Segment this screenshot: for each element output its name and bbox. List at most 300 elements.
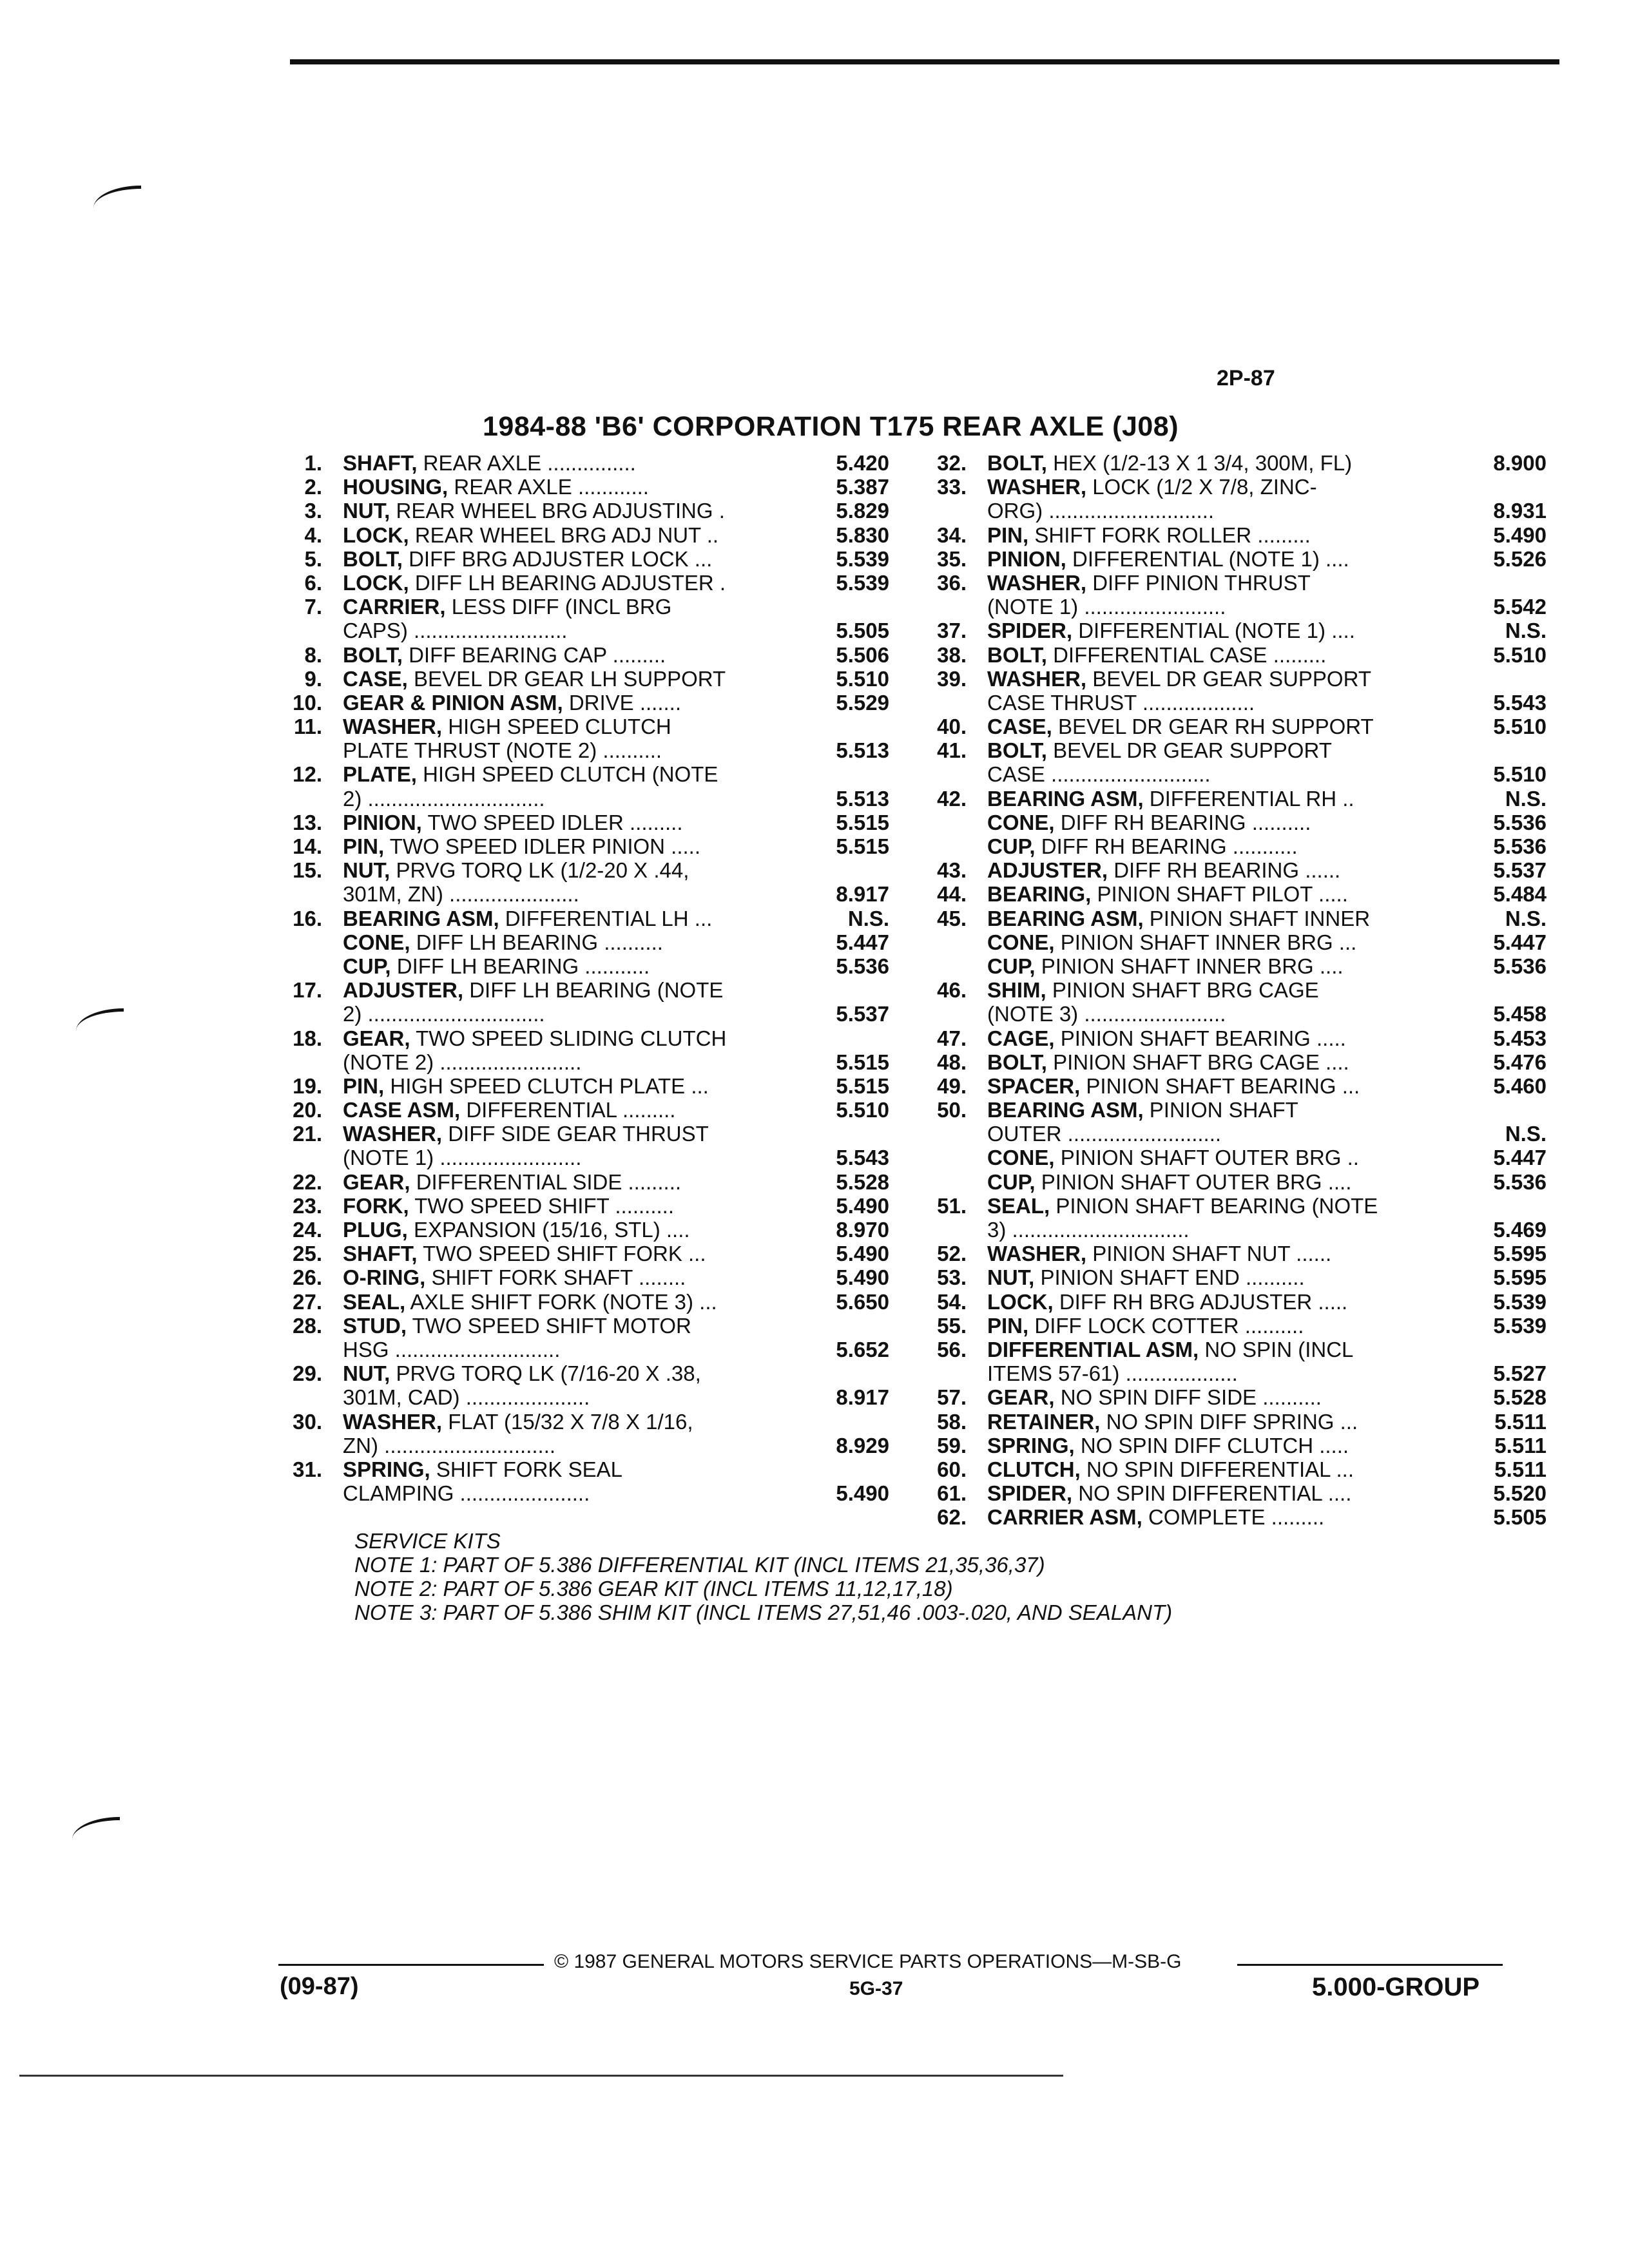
- item-number: 33.: [937, 475, 967, 499]
- parts-list-row: [271, 1410, 889, 1434]
- parts-list-left: [271, 451, 889, 1505]
- item-description: [987, 1026, 1416, 1050]
- item-description: [343, 978, 797, 1002]
- item-name: WASHER,: [343, 1409, 443, 1434]
- group-number: 5.595: [1493, 1242, 1547, 1266]
- item-name: CAGE,: [987, 1026, 1055, 1050]
- item-description: [987, 1410, 1416, 1434]
- item-detail: DIFFERENTIAL CASE .........: [1053, 642, 1327, 667]
- item-name: BOLT,: [987, 1050, 1047, 1074]
- item-description: [987, 1146, 1416, 1169]
- item-number: 13.: [293, 810, 322, 834]
- group-number: 5.510: [1493, 715, 1547, 739]
- item-detail: SHIFT FORK SEAL: [436, 1457, 622, 1481]
- group-number: 5.520: [1493, 1481, 1547, 1506]
- item-name: BEARING ASM,: [987, 1098, 1144, 1122]
- item-detail: DIFF LH BEARING (NOTE: [469, 978, 724, 1003]
- parts-list-row: [271, 1002, 889, 1026]
- parts-list-row: [915, 667, 1547, 691]
- item-description: [343, 907, 797, 930]
- item-number: 41.: [937, 738, 967, 763]
- item-number: 40.: [937, 715, 967, 739]
- parts-list-row: [271, 738, 889, 762]
- item-detail: TWO SPEED IDLER PINION .....: [389, 834, 701, 858]
- parts-list-row: [271, 1242, 889, 1265]
- item-detail: 301M, CAD) .....................: [343, 1385, 590, 1410]
- group-number: 8.917: [836, 1385, 889, 1410]
- item-name: O-RING,: [343, 1265, 426, 1290]
- parts-list-row: [915, 1410, 1547, 1434]
- item-detail: CLAMPING ......................: [343, 1481, 590, 1506]
- item-description: [987, 1074, 1416, 1098]
- item-description: [343, 1385, 797, 1409]
- item-number: 24.: [293, 1218, 322, 1242]
- group-number: 5.511: [1494, 1457, 1547, 1481]
- item-detail: DIFF LOCK COTTER ..........: [1034, 1313, 1304, 1338]
- item-name: NUT,: [343, 858, 390, 883]
- item-description: [343, 571, 797, 595]
- parts-list-row: [271, 1146, 889, 1169]
- parts-list-row: [915, 882, 1547, 906]
- item-detail: NO SPIN (INCL: [1204, 1337, 1354, 1361]
- parts-list-row: [915, 475, 1547, 499]
- item-name: SEAL,: [343, 1289, 406, 1314]
- item-number: 1.: [304, 451, 322, 475]
- item-description: [987, 1002, 1416, 1026]
- item-name: HOUSING,: [343, 475, 448, 499]
- parts-list-row: [915, 1242, 1547, 1265]
- group-number: 5.447: [1493, 1146, 1547, 1170]
- item-description: [343, 1146, 797, 1169]
- item-description: [343, 619, 797, 642]
- item-description: [987, 1290, 1416, 1314]
- parts-list-row: [271, 475, 889, 499]
- group-number: 5.527: [1493, 1361, 1547, 1386]
- item-detail: DIFF PINION THRUST: [1092, 570, 1311, 595]
- item-number: 38.: [937, 642, 967, 667]
- group-number: 5.528: [836, 1169, 889, 1194]
- item-number: 52.: [937, 1242, 967, 1266]
- item-number: 22.: [293, 1169, 322, 1194]
- item-detail: DIFF RH BEARING ..........: [1060, 810, 1311, 834]
- item-description: [987, 907, 1416, 930]
- group-number: 5.536: [1493, 954, 1547, 978]
- group-number: N.S.: [1505, 619, 1547, 643]
- item-description: [987, 954, 1416, 978]
- parts-list-row: [271, 787, 889, 811]
- group-number: N.S.: [1505, 786, 1547, 811]
- item-number: 5.: [304, 546, 322, 571]
- item-number: 42.: [937, 786, 967, 811]
- item-detail: 2) ..............................: [343, 1002, 545, 1026]
- item-name: BOLT,: [987, 642, 1047, 667]
- note-1: NOTE 1: PART OF 5.386 DIFFERENTIAL KIT (INCL ITEMS 21,35,36,37): [354, 1553, 1045, 1577]
- item-name: PIN,: [987, 1313, 1029, 1338]
- item-description: [987, 858, 1416, 882]
- item-name: ADJUSTER,: [343, 978, 464, 1003]
- group-number: 5.595: [1493, 1265, 1547, 1290]
- group-number: 5.387: [836, 475, 889, 499]
- item-name: WASHER,: [987, 1242, 1087, 1266]
- item-description: [343, 1122, 797, 1146]
- item-name: GEAR & PINION ASM,: [343, 690, 563, 715]
- item-detail: DIFFERENTIAL SIDE .........: [416, 1169, 682, 1194]
- item-description: [343, 715, 797, 738]
- footer-copyright: © 1987 GENERAL MOTORS SERVICE PARTS OPERATIONS—M-SB-G: [554, 1951, 1182, 1972]
- item-name: CONE,: [987, 810, 1055, 834]
- item-name: SPIDER,: [987, 619, 1073, 643]
- item-number: 43.: [937, 858, 967, 883]
- item-number: 25.: [293, 1242, 322, 1266]
- item-number: 46.: [937, 978, 967, 1003]
- item-description: [343, 1314, 797, 1338]
- parts-list-row: [271, 882, 889, 906]
- item-number: 36.: [937, 570, 967, 595]
- group-number: 5.513: [836, 786, 889, 811]
- group-number: 5.510: [836, 666, 889, 691]
- item-name: PINION,: [343, 810, 422, 834]
- parts-list-row: [271, 691, 889, 715]
- item-name: SHIM,: [987, 978, 1046, 1003]
- item-description: [987, 1434, 1416, 1457]
- parts-list-row: [271, 1481, 889, 1505]
- item-description: [343, 1026, 797, 1050]
- group-number: 5.537: [1493, 858, 1547, 883]
- item-description: [343, 475, 797, 499]
- item-name: WASHER,: [343, 1122, 443, 1146]
- item-name: PIN,: [343, 1073, 385, 1098]
- item-number: 11.: [293, 715, 322, 739]
- parts-list-row: [915, 1194, 1547, 1218]
- item-number: 53.: [937, 1265, 967, 1290]
- parts-list-row: [271, 1361, 889, 1385]
- item-name: FORK,: [343, 1193, 409, 1218]
- item-number: 7.: [304, 595, 322, 619]
- item-name: SHAFT,: [343, 1242, 418, 1266]
- item-description: [343, 954, 797, 978]
- item-name: LOCK,: [987, 1289, 1054, 1314]
- item-detail: TWO SPEED SHIFT FORK ...: [423, 1242, 706, 1266]
- parts-list-row: [271, 978, 889, 1002]
- parts-list-row: [915, 907, 1547, 930]
- item-description: [343, 547, 797, 571]
- item-description: [987, 1314, 1416, 1338]
- item-detail: PINION SHAFT INNER BRG ...: [1060, 930, 1357, 954]
- item-detail: PINION SHAFT INNER BRG ....: [1041, 954, 1344, 978]
- group-number: 5.447: [1493, 930, 1547, 954]
- item-description: [987, 1170, 1416, 1194]
- item-number: 28.: [293, 1313, 322, 1338]
- item-number: 45.: [937, 906, 967, 930]
- parts-list-row: [271, 1026, 889, 1050]
- item-description: [343, 882, 797, 906]
- group-number: 5.513: [836, 738, 889, 763]
- parts-list-row: [271, 858, 889, 882]
- item-detail: HIGH SPEED CLUTCH: [448, 715, 671, 739]
- parts-list-row: [271, 667, 889, 691]
- binder-mark: [93, 186, 141, 208]
- item-number: 54.: [937, 1289, 967, 1314]
- parts-list-row: [915, 1026, 1547, 1050]
- item-description: [987, 619, 1416, 642]
- group-number: 5.484: [1493, 882, 1547, 907]
- item-description: [343, 1002, 797, 1026]
- parts-list-row: [915, 1265, 1547, 1289]
- item-description: [343, 930, 797, 954]
- parts-list-row: [915, 930, 1547, 954]
- parts-list-row: [271, 1122, 889, 1146]
- group-number: 5.510: [1493, 762, 1547, 787]
- item-description: [987, 451, 1416, 475]
- item-name: CARRIER,: [343, 595, 446, 619]
- parts-list-row: [271, 1074, 889, 1098]
- item-name: CUP,: [343, 954, 391, 978]
- item-description: [987, 1505, 1416, 1529]
- parts-list-row: [271, 811, 889, 834]
- item-detail: TWO SPEED SHIFT MOTOR: [412, 1313, 691, 1338]
- parts-list-row: [915, 834, 1547, 858]
- item-description: [343, 738, 797, 762]
- item-name: STUD,: [343, 1313, 407, 1338]
- item-description: [987, 571, 1416, 595]
- item-detail: REAR WHEEL BRG ADJUSTING .: [396, 499, 725, 523]
- group-number: 5.505: [1493, 1505, 1547, 1530]
- parts-list-row: [915, 811, 1547, 834]
- parts-list-row: [915, 451, 1547, 475]
- item-description: [987, 787, 1416, 811]
- group-number: 5.539: [1493, 1289, 1547, 1314]
- item-description: [987, 715, 1416, 738]
- parts-list-row: [915, 978, 1547, 1002]
- parts-list-row: [271, 1434, 889, 1457]
- item-detail: HIGH SPEED CLUTCH (NOTE: [423, 762, 718, 787]
- group-number: 5.536: [1493, 810, 1547, 834]
- item-number: 51.: [937, 1193, 967, 1218]
- item-name: PLATE,: [343, 762, 417, 787]
- item-name: CUP,: [987, 1169, 1036, 1194]
- item-detail: 301M, ZN) ......................: [343, 882, 579, 907]
- item-detail: PINION SHAFT BEARING .....: [1060, 1026, 1346, 1050]
- item-detail: SHIFT FORK ROLLER .........: [1034, 523, 1311, 547]
- group-number: 5.469: [1493, 1218, 1547, 1242]
- item-detail: DIFFERENTIAL LH ...: [505, 906, 713, 930]
- parts-list-row: [915, 738, 1547, 762]
- parts-list-row: [271, 1098, 889, 1122]
- parts-list-row: [915, 1434, 1547, 1457]
- parts-list-row: [271, 1194, 889, 1218]
- item-name: SPACER,: [987, 1073, 1081, 1098]
- item-name: NUT,: [343, 1361, 390, 1386]
- item-detail: PINION SHAFT: [1149, 1098, 1298, 1122]
- group-number: 5.420: [836, 451, 889, 475]
- item-name: PLUG,: [343, 1218, 408, 1242]
- item-description: [987, 1122, 1416, 1146]
- item-number: 60.: [937, 1457, 967, 1481]
- item-name: CONE,: [987, 930, 1055, 954]
- item-description: [343, 1170, 797, 1194]
- group-number: 5.543: [836, 1146, 889, 1170]
- group-number: 5.528: [1493, 1385, 1547, 1410]
- item-description: [987, 834, 1416, 858]
- parts-list-row: [271, 1338, 889, 1361]
- item-detail: DIFF LH BEARING ADJUSTER .: [414, 570, 726, 595]
- item-detail: PINION SHAFT OUTER BRG ....: [1041, 1169, 1352, 1194]
- group-number: 5.830: [836, 523, 889, 547]
- group-number: 5.490: [836, 1265, 889, 1290]
- item-detail: AXLE SHIFT FORK (NOTE 3) ...: [410, 1289, 717, 1314]
- item-name: CONE,: [343, 930, 410, 954]
- parts-list-row: [271, 523, 889, 547]
- item-number: 34.: [937, 523, 967, 547]
- item-description: [987, 1385, 1416, 1409]
- item-description: [343, 595, 797, 619]
- item-detail: DIFFERENTIAL .........: [466, 1098, 676, 1122]
- item-number: 50.: [937, 1098, 967, 1122]
- item-detail: PINION SHAFT BRG CAGE ....: [1053, 1050, 1349, 1074]
- item-detail: PINION SHAFT PILOT .....: [1097, 882, 1348, 907]
- item-name: CASE ASM,: [343, 1098, 461, 1122]
- parts-list-right: [915, 451, 1547, 1529]
- item-number: 44.: [937, 882, 967, 907]
- parts-list-row: [271, 595, 889, 619]
- parts-list-row: [915, 571, 1547, 595]
- parts-list-row: [271, 547, 889, 571]
- item-description: [343, 1265, 797, 1289]
- item-description: [987, 643, 1416, 667]
- parts-list-row: [915, 1218, 1547, 1242]
- item-detail: HEX (1/2-13 X 1 3/4, 300M, FL): [1053, 451, 1353, 475]
- group-number: 5.529: [836, 690, 889, 715]
- group-number: 8.970: [836, 1218, 889, 1242]
- parts-list-row: [915, 691, 1547, 715]
- item-number: 19.: [293, 1073, 322, 1098]
- item-description: [987, 691, 1416, 715]
- item-name: CARRIER ASM,: [987, 1505, 1142, 1530]
- item-detail: DRIVE .......: [568, 690, 682, 715]
- item-description: [987, 811, 1416, 834]
- item-detail: LOCK (1/2 X 7/8, ZINC-: [1092, 475, 1317, 499]
- parts-list-row: [915, 523, 1547, 547]
- item-name: DIFFERENTIAL ASM,: [987, 1337, 1199, 1361]
- group-number: 5.543: [1493, 690, 1547, 715]
- item-description: [343, 762, 797, 786]
- item-name: BOLT,: [987, 451, 1047, 475]
- item-name: PIN,: [343, 834, 385, 858]
- parts-list-row: [915, 787, 1547, 811]
- group-number: 5.510: [1493, 642, 1547, 667]
- item-name: SEAL,: [987, 1193, 1050, 1218]
- group-number: 5.515: [836, 834, 889, 858]
- item-detail: NO SPIN DIFF SPRING ...: [1106, 1409, 1358, 1434]
- item-detail: REAR AXLE ............: [454, 475, 649, 499]
- item-description: [987, 882, 1416, 906]
- page-id: 2P-87: [1217, 366, 1275, 390]
- item-detail: PINION SHAFT BEARING ...: [1086, 1073, 1360, 1098]
- service-kit-notes: [354, 1529, 1172, 1624]
- item-name: CLUTCH,: [987, 1457, 1081, 1481]
- item-detail: ORG) ............................: [987, 499, 1215, 523]
- item-detail: BEVEL DR GEAR LH SUPPORT: [414, 666, 726, 691]
- item-number: 2.: [304, 475, 322, 499]
- item-description: [343, 1361, 797, 1385]
- item-name: SPIDER,: [987, 1481, 1073, 1506]
- item-description: [987, 1361, 1416, 1385]
- parts-list-row: [915, 858, 1547, 882]
- item-detail: 2) ..............................: [343, 786, 545, 811]
- parts-list-row: [915, 1314, 1547, 1338]
- item-description: [987, 667, 1416, 691]
- binder-mark: [76, 1008, 124, 1031]
- item-name: BOLT,: [343, 642, 403, 667]
- parts-list-row: [915, 547, 1547, 571]
- item-name: BEARING ASM,: [987, 906, 1144, 930]
- item-name: BOLT,: [343, 546, 403, 571]
- item-description: [987, 547, 1416, 571]
- item-description: [343, 811, 797, 834]
- parts-list-row: [271, 1170, 889, 1194]
- item-description: [343, 1074, 797, 1098]
- item-description: [987, 978, 1416, 1002]
- item-description: [987, 1265, 1416, 1289]
- note-2: NOTE 2: PART OF 5.386 GEAR KIT (INCL ITEMS 11,12,17,18): [354, 1577, 953, 1600]
- item-number: 31.: [293, 1457, 322, 1481]
- item-description: [343, 499, 797, 523]
- parts-list-row: [271, 954, 889, 978]
- item-number: 8.: [304, 642, 322, 667]
- item-number: 6.: [304, 570, 322, 595]
- item-description: [343, 691, 797, 715]
- item-detail: NO SPIN DIFFERENTIAL ....: [1078, 1481, 1352, 1506]
- item-number: 18.: [293, 1026, 322, 1050]
- item-name: CUP,: [987, 954, 1036, 978]
- parts-list-row: [271, 1385, 889, 1409]
- parts-list-row: [915, 1146, 1547, 1169]
- item-number: 20.: [293, 1098, 322, 1122]
- group-number: 5.506: [836, 642, 889, 667]
- item-detail: LESS DIFF (INCL BRG: [451, 595, 672, 619]
- notes-heading: SERVICE KITS: [354, 1529, 501, 1553]
- item-detail: PINION SHAFT INNER: [1149, 906, 1371, 930]
- item-description: [343, 1050, 797, 1074]
- group-number: 5.539: [836, 570, 889, 595]
- item-name: GEAR,: [343, 1026, 410, 1050]
- item-name: BEARING ASM,: [987, 786, 1144, 811]
- parts-list-row: [915, 1050, 1547, 1074]
- parts-list-row: [271, 643, 889, 667]
- item-number: 3.: [304, 499, 322, 523]
- item-description: [987, 762, 1416, 786]
- parts-list-row: [271, 930, 889, 954]
- item-detail: HIGH SPEED CLUTCH PLATE ...: [390, 1073, 709, 1098]
- group-number: 8.931: [1493, 499, 1547, 523]
- item-detail: CASE ...........................: [987, 762, 1211, 787]
- group-number: 5.505: [836, 619, 889, 643]
- item-description: [987, 1050, 1416, 1074]
- item-number: 30.: [293, 1409, 322, 1434]
- footer-rule-left: [278, 1964, 544, 1966]
- item-description: [987, 1194, 1416, 1218]
- group-number: 5.526: [1493, 546, 1547, 571]
- item-description: [343, 1290, 797, 1314]
- item-detail: SHIFT FORK SHAFT ........: [431, 1265, 686, 1290]
- group-number: 8.900: [1493, 451, 1547, 475]
- group-number: 8.929: [836, 1433, 889, 1457]
- group-number: 5.511: [1494, 1433, 1547, 1457]
- item-description: [343, 1242, 797, 1265]
- item-name: NUT,: [987, 1265, 1035, 1290]
- item-number: 58.: [937, 1409, 967, 1434]
- item-number: 61.: [937, 1481, 967, 1506]
